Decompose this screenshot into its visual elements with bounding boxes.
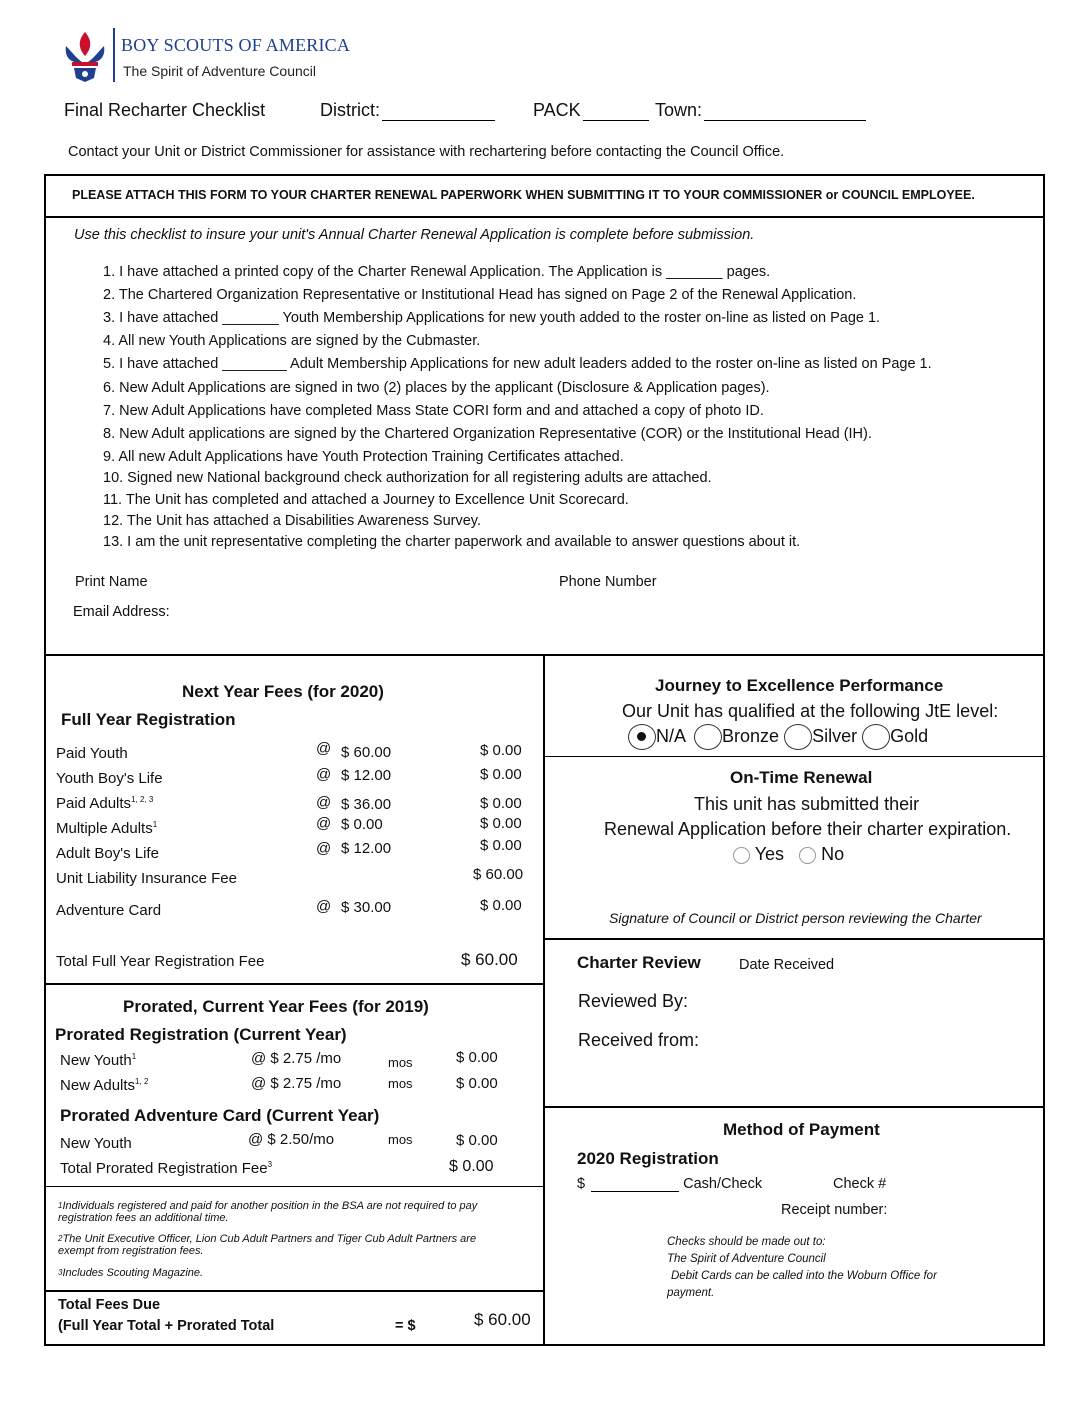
fee-rate: $ 60.00 <box>341 744 392 761</box>
fee-label: Multiple Adults$^1$ <box>56 820 158 837</box>
fee-amount: $ 0.00 <box>456 1075 498 1092</box>
next-year-heading: Next Year Fees (for 2020) <box>182 682 384 701</box>
bsa-logo <box>60 28 110 84</box>
fee-label: Unit Liability Insurance Fee <box>56 870 237 887</box>
fee-rate: $ 30.00 <box>341 899 392 916</box>
full-year-total-label: Total Full Year Registration Fee <box>56 953 265 970</box>
phone-label: Phone Number <box>559 574 657 590</box>
notice-banner: PLEASE ATTACH THIS FORM TO YOUR CHARTER RENEWAL PAPERWORK WHEN SUBMITTING IT TO YOUR COMMISSIONER or COUNCIL EMPLOYEE. <box>72 188 975 202</box>
ontime-line2: Renewal Application before their charter expiration. <box>604 819 1012 839</box>
fee-label: Youth Boy's Life <box>56 770 163 787</box>
town-label: Town: <box>655 100 703 120</box>
reviewed-by-label: Reviewed By: <box>578 991 689 1011</box>
date-received-label: Date Received <box>739 957 835 973</box>
full-year-heading: Full Year Registration <box>61 710 236 729</box>
print-name-label: Print Name <box>75 574 148 590</box>
fee-at: @ <box>316 840 332 857</box>
fee-amount: $ 0.00 <box>480 766 522 783</box>
fee-label: New Youth <box>60 1135 132 1152</box>
org-name: BOY SCOUTS OF AMERICA <box>121 35 351 55</box>
checklist-intro: Use this checklist to insure your unit's Annual Charter Renewal Application is complete before submission. <box>74 227 755 243</box>
fee-rate: $ 0.00 <box>341 816 383 833</box>
jte-text: Our Unit has qualified at the following JtE level: <box>622 701 999 721</box>
fee-rate: @ $ 2.50/mo <box>248 1131 335 1148</box>
fee-rate: @ $ 2.75 /mo <box>251 1050 342 1067</box>
fee-label: Adventure Card <box>56 902 162 919</box>
contact-note: Contact your Unit or District Commissioner for assistance with rechartering before contacting the Council Office. <box>68 144 785 160</box>
total-due-formula: (Full Year Total + Prorated Total <box>58 1318 275 1334</box>
district-field[interactable] <box>382 102 495 121</box>
checklist-item: 2. The Chartered Organization Representative or Institutional Head has signed on Page 2 of the Renewal Application. <box>103 287 857 303</box>
fee-label: Adult Boy's Life <box>56 845 159 862</box>
prorated-total-value: $ 0.00 <box>449 1158 494 1175</box>
fee-at: @ <box>316 766 332 783</box>
checklist-item: 4. All new Youth Applications are signed by the Cubmaster. <box>103 333 481 349</box>
reviewer-signature-label: Signature of Council or District person reviewing the Charter <box>609 910 982 926</box>
fee-rate: $ 36.00 <box>341 796 392 813</box>
payment-heading: Method of Payment <box>723 1120 880 1139</box>
checklist-item: 1. I have attached a printed copy of the Charter Renewal Application. The Application is _______ pages. <box>103 264 771 280</box>
jte-options <box>628 724 928 750</box>
fee-mos: mos <box>388 1132 413 1147</box>
prorated-reg-heading: Prorated Registration (Current Year) <box>55 1025 347 1044</box>
pack-field[interactable] <box>583 102 649 121</box>
checklist-item: 5. I have attached ________ Adult Membership Applications for new adult leaders added to the roster on-line as listed on Page 1. <box>103 356 932 372</box>
jte-radio-bronze[interactable]: Bronze <box>694 726 779 746</box>
logo-divider <box>113 28 115 82</box>
fee-amount: $ 0.00 <box>480 897 522 914</box>
review-heading: Charter Review <box>577 953 701 972</box>
fee-rate: $ 12.00 <box>341 767 392 784</box>
received-from-label: Received from: <box>578 1030 700 1050</box>
footnote-2: $^2$The Unit Executive Officer, Lion Cub Adult Partners and Tiger Cub Adult Partners are exempt from registration fees. <box>58 1233 477 1257</box>
fee-label: New Youth$^1$ <box>60 1052 137 1069</box>
checklist-item: 13. I am the unit representative completing the charter paperwork and available to answer questions about it. <box>103 534 801 550</box>
fee-amount: $ 0.00 <box>456 1132 498 1149</box>
checklist-item: 3. I have attached _______ Youth Membership Applications for new youth added to the roster on-line as listed on Page 1. <box>103 310 881 326</box>
fee-at: @ <box>316 898 332 915</box>
checklist-item: 6. New Adult Applications are signed in two (2) places by the applicant (Disclosure & Application pages). <box>103 380 770 396</box>
total-due-label: Total Fees Due <box>58 1297 161 1313</box>
prorated-heading: Prorated, Current Year Fees (for 2019) <box>123 997 429 1016</box>
jte-radio-gold[interactable]: Gold <box>862 726 928 746</box>
fee-rate: $ 12.00 <box>341 840 392 857</box>
fee-at: @ <box>316 815 332 832</box>
fee-amount: $ 0.00 <box>456 1049 498 1066</box>
fee-amount: $ 60.00 <box>473 866 524 883</box>
ontime-radio-yes[interactable]: Yes <box>733 844 784 864</box>
checklist-item: 11. The Unit has completed and attached a Journey to Excellence Unit Scorecard. <box>103 492 629 508</box>
payment-dollar: $ <box>577 1176 586 1192</box>
receipt-number-label: Receipt number: <box>781 1202 888 1218</box>
payment-note: Checks should be made out to: The Spirit of Adventure Council Debit Cards can be called into the Woburn Office for payment. <box>667 1236 937 1299</box>
council-name: The Spirit of Adventure Council <box>123 63 316 79</box>
footnote-1: $^1$Individuals registered and paid for another position in the BSA are not required to pay registration fees an additional time. <box>58 1200 478 1224</box>
checklist-item: 8. New Adult applications are signed by the Chartered Organization Representative (COR) or the Institutional Head (IH). <box>103 426 872 442</box>
town-field[interactable] <box>704 102 866 121</box>
ontime-heading: On-Time Renewal <box>730 768 873 787</box>
fee-mos: mos <box>388 1076 413 1091</box>
checklist-item: 12. The Unit has attached a Disabilities Awareness Survey. <box>103 513 482 529</box>
pack-label: PACK <box>533 100 581 120</box>
ontime-line1: This unit has submitted their <box>694 794 920 814</box>
payment-amount-field[interactable] <box>591 1177 679 1192</box>
total-due-value: $ 60.00 <box>474 1310 531 1329</box>
form-title: Final Recharter Checklist <box>64 100 266 120</box>
full-year-total-value: $ 60.00 <box>461 950 518 969</box>
jte-radio-na[interactable]: N/A <box>628 726 685 746</box>
total-due-eq: = $ <box>395 1318 416 1334</box>
prorated-card-heading: Prorated Adventure Card (Current Year) <box>60 1106 380 1125</box>
fee-rate: @ $ 2.75 /mo <box>251 1075 342 1092</box>
ontime-radio-no[interactable]: No <box>799 844 844 864</box>
district-label: District: <box>320 100 380 120</box>
fee-mos: mos <box>388 1055 413 1070</box>
fee-at: @ <box>316 740 332 757</box>
fee-label: Paid Youth <box>56 745 128 762</box>
payment-subheading: 2020 Registration <box>577 1149 719 1168</box>
fee-label: New Adults$^{1, 2}$ <box>60 1077 149 1094</box>
email-label: Email Address: <box>73 604 170 620</box>
jte-radio-silver[interactable]: Silver <box>784 726 857 746</box>
fee-amount: $ 0.00 <box>480 837 522 854</box>
fee-amount: $ 0.00 <box>480 815 522 832</box>
checklist-item: 9. All new Adult Applications have Youth Protection Training Certificates attached. <box>103 449 624 465</box>
prorated-total-label: Total Prorated Registration Fee$^3$ <box>60 1160 273 1177</box>
payment-cash-label: Cash/Check <box>683 1176 763 1192</box>
fee-amount: $ 0.00 <box>480 742 522 759</box>
fee-at: @ <box>316 794 332 811</box>
fee-amount: $ 0.00 <box>480 795 522 812</box>
jte-heading: Journey to Excellence Performance <box>655 676 944 695</box>
check-number-label: Check # <box>833 1176 887 1192</box>
checklist-item: 10. Signed new National background check authorization for all registering adults are attached. <box>103 470 712 486</box>
fee-label: Paid Adults$^{1, 2, 3}$ <box>56 795 154 812</box>
footnote-3: $^3$Includes Scouting Magazine. <box>58 1267 204 1279</box>
checklist-item: 7. New Adult Applications have completed Mass State CORI form and and attached a copy of photo ID. <box>103 403 764 419</box>
